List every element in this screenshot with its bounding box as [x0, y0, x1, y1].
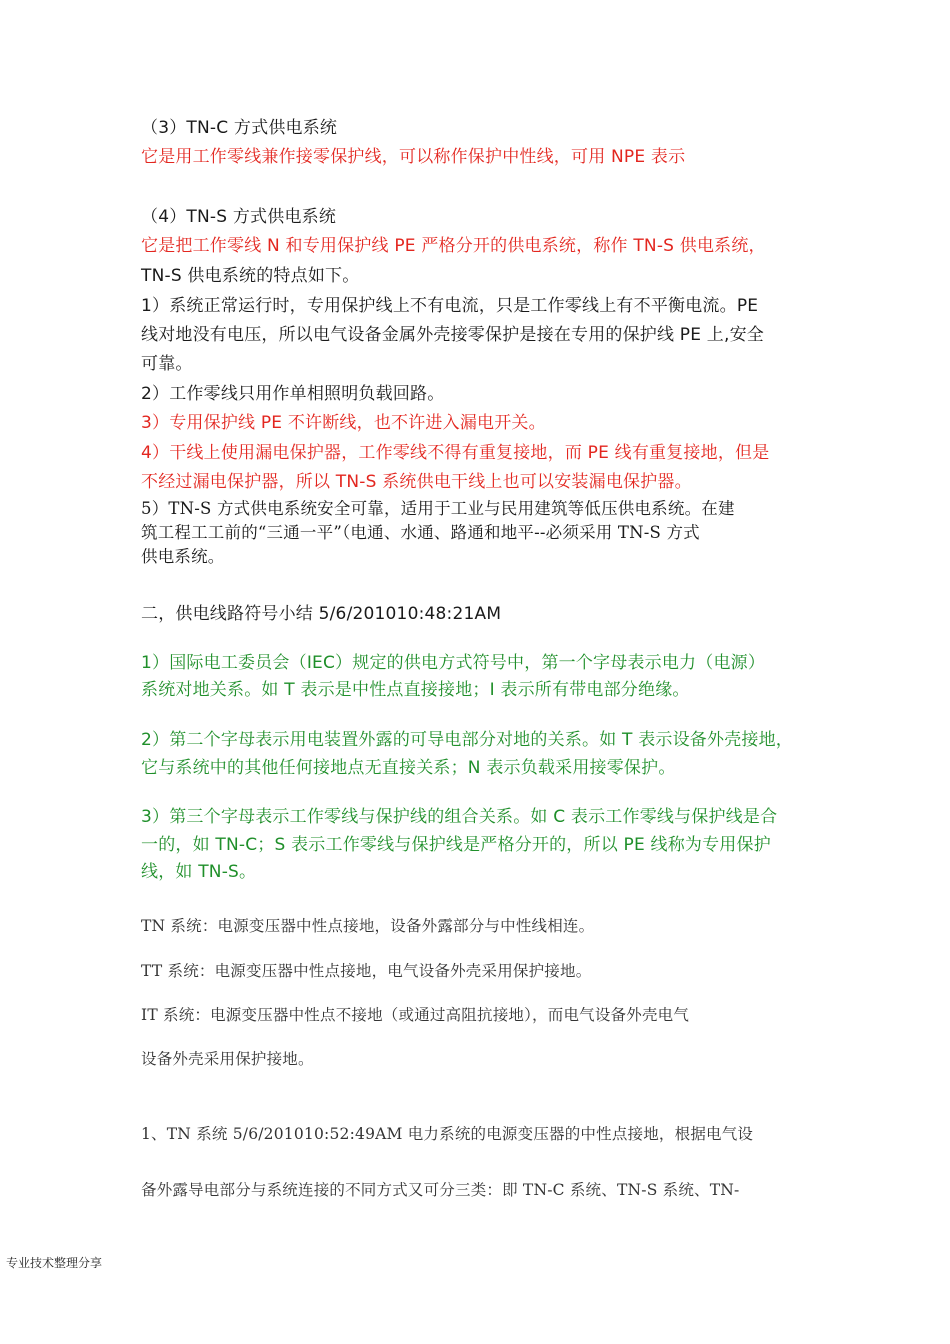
tns-description: 它是把工作零线 N 和专用保护线 PE 严格分开的供电系统，称作 TN-S 供电系统， [141, 236, 766, 256]
symbols-heading: 二，供电线路符号小结 5/6/201010:48:21AM [141, 604, 502, 624]
tn-system-para-line-2: 备外露导电部分与系统连接的不同方式又可分三类：即 TN-C 系统、TN-S 系统、TN- [141, 1181, 740, 1199]
symbols-para-1-line-2: 系统对地关系。如 T 表示是中性点直接接地；I 表示所有带电部分绝缘。 [141, 680, 690, 700]
symbols-para-3-line-2: 一的，如 TN-C；S 表示工作零线与保护线是严格分开的，所以 PE 线称为专用保护 [141, 835, 771, 855]
tns-item-3: 3）专用保护线 PE 不许断线，也不许进入漏电开关。 [141, 413, 546, 433]
it-system-definition-line-2: 设备外壳采用保护接地。 [141, 1050, 314, 1068]
tn-system-para-line-1: 1、TN 系统 5/6/201010:52:49AM 电力系统的电源变压器的中性点接地，根据电气设 [141, 1125, 754, 1143]
symbols-para-3-line-3: 线，如 TN-S。 [141, 862, 257, 882]
tns-item-5-line-1: 5）TN-S 方式供电系统安全可靠，适用于工业与民用建筑等低压供电系统。在建 [141, 499, 735, 518]
page-footer: 专业技术整理分享 [6, 1256, 103, 1270]
tns-item-5-line-2: 筑工程工工前的“三通一平”（电通、水通、路通和地平--必须采用 TN-S 方式 [141, 523, 700, 542]
tns-item-1-line-1: 1）系统正常运行时，专用保护线上不有电流，只是工作零线上有不平衡电流。PE [141, 296, 759, 316]
tns-item-4-line-2: 不经过漏电保护器，所以 TN-S 系统供电干线上也可以安装漏电保护器。 [141, 472, 692, 492]
tns-heading: （4）TN-S 方式供电系统 [141, 207, 337, 227]
it-system-definition-line-1: IT 系统：电源变压器中性点不接地（或通过高阻抗接地），而电气设备外壳电气 [141, 1006, 690, 1024]
tns-item-5-line-3: 供电系统。 [141, 547, 225, 566]
tnc-description: 它是用工作零线兼作接零保护线，可以称作保护中性线，可用 NPE 表示 [141, 147, 686, 167]
tns-item-1-line-2: 线对地没有电压，所以电气设备金属外壳接零保护是接在专用的保护线 PE 上,安全 [141, 325, 765, 345]
symbols-para-2-line-1: 2）第二个字母表示用电装置外露的可导电部分对地的关系。如 T 表示设备外壳接地， [141, 730, 794, 750]
tn-system-definition: TN 系统：电源变压器中性点接地，设备外露部分与中性线相连。 [141, 917, 595, 935]
tt-system-definition: TT 系统：电源变压器中性点接地，电气设备外壳采用保护接地。 [141, 962, 592, 980]
symbols-para-3-line-1: 3）第三个字母表示工作零线与保护线的组合关系。如 C 表示工作零线与保护线是合 [141, 807, 778, 827]
tnc-heading: （3）TN-C 方式供电系统 [141, 118, 338, 138]
tns-item-1-line-3: 可靠。 [141, 354, 193, 374]
symbols-para-2-line-2: 它与系统中的其他任何接地点无直接关系；N 表示负载采用接零保护。 [141, 758, 676, 778]
tns-features-intro: TN-S 供电系统的特点如下。 [141, 266, 360, 286]
tns-item-4-line-1: 4）干线上使用漏电保护器，工作零线不得有重复接地，而 PE 线有重复接地，但是 [141, 443, 770, 463]
symbols-para-1-line-1: 1）国际电工委员会（IEC）规定的供电方式符号中，第一个字母表示电力（电源） [141, 653, 766, 673]
tns-item-2: 2）工作零线只用作单相照明负载回路。 [141, 384, 445, 404]
